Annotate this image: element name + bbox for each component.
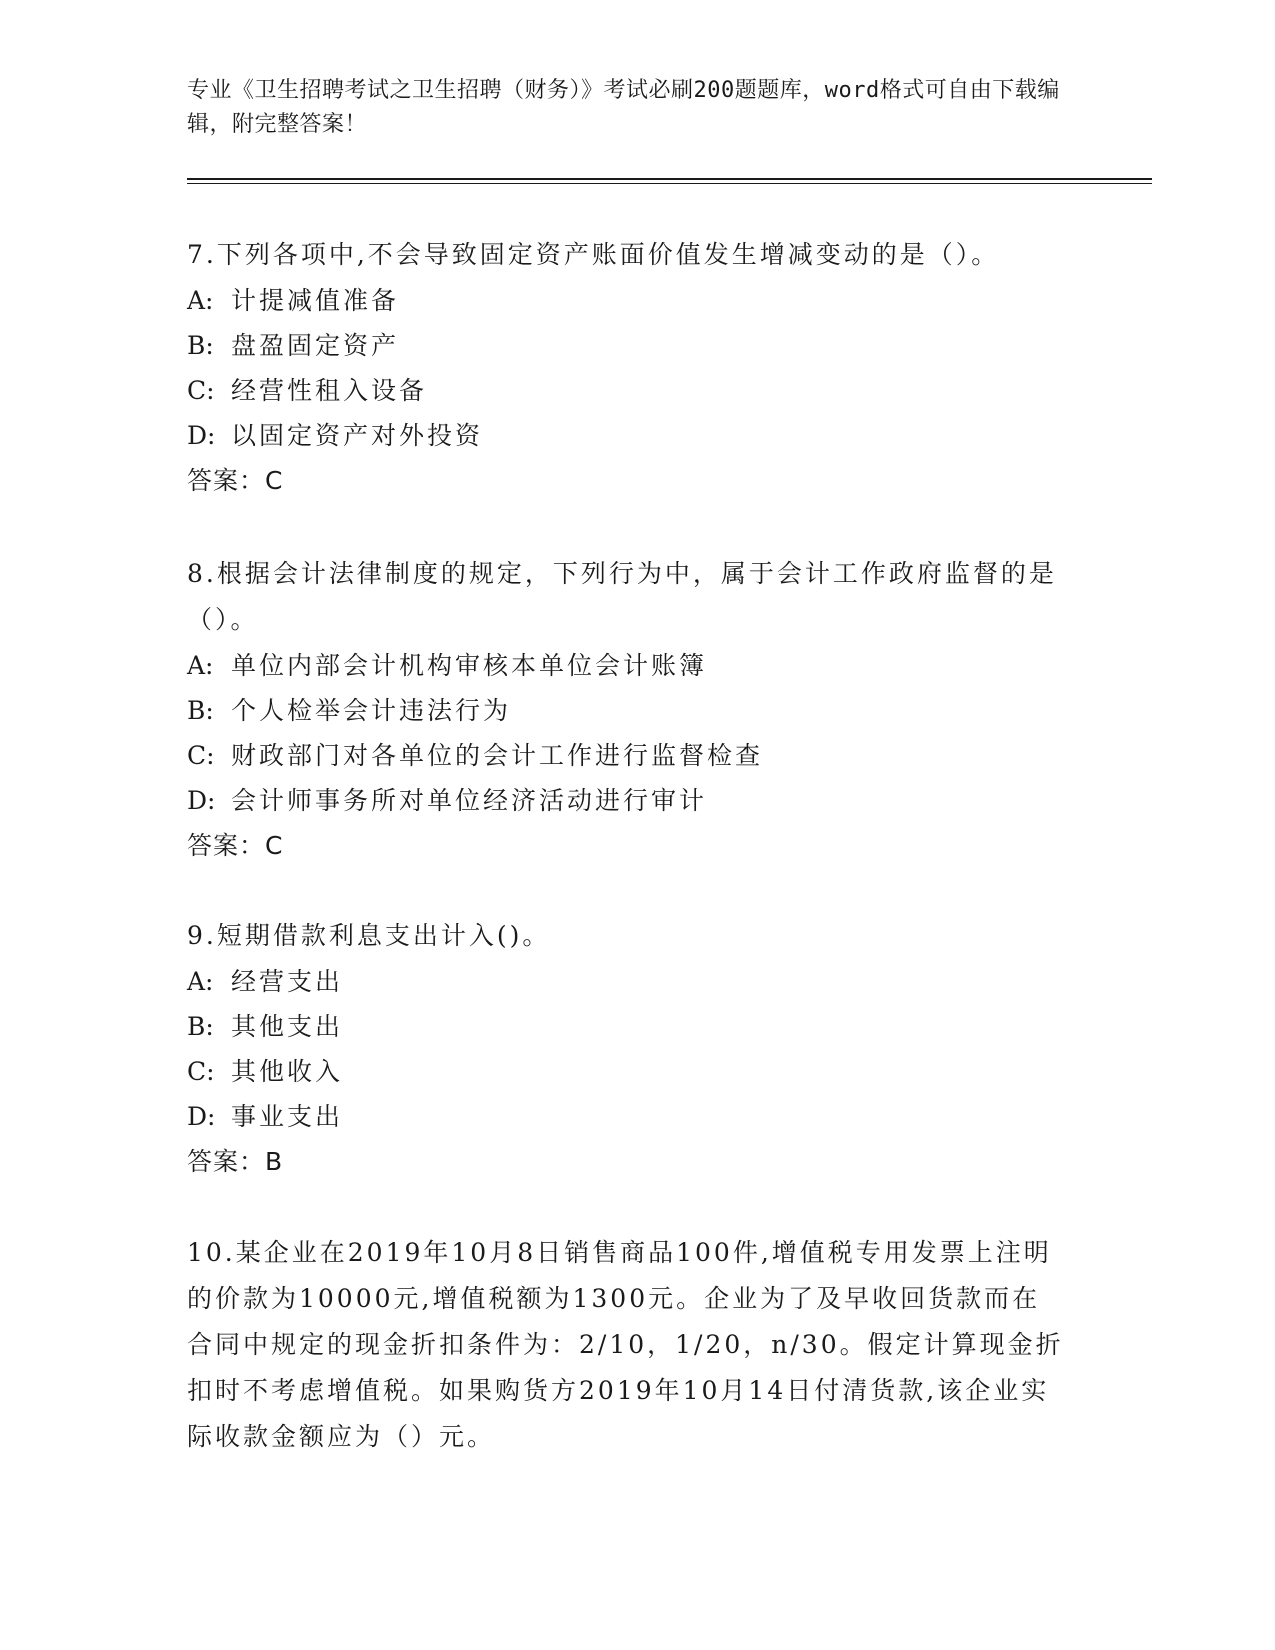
option-letter: C: xyxy=(187,741,215,770)
option-letter: B: xyxy=(187,696,214,725)
option-text: 经营支出 xyxy=(231,967,344,996)
option-text: 计提减值准备 xyxy=(231,286,400,315)
option-text: 个人检举会计违法行为 xyxy=(231,696,512,725)
document-header: 专业《卫生招聘考试之卫生招聘（财务）》考试必刷200题题库，word格式可自由下载编辑，附完整答案！ xyxy=(187,78,1060,137)
option-letter: D: xyxy=(187,1102,216,1131)
option-c xyxy=(187,1049,1067,1094)
answer-line: 答案：B xyxy=(187,1147,284,1176)
question-stem: 10.某企业在2019年10月8日销售商品100件,增值税专用发票上注明的价款为10000元,增值税额为1300元。企业为了及早收回货款而在合同中规定的现金折扣条件为：2/10，1/20，n/30。假定计算现金折扣时不考虑增值税。如果购货方2019年10月14日付清货款,该企业实际收款金额应为（）元。 xyxy=(187,1238,1064,1451)
option-text: 事业支出 xyxy=(231,1102,344,1131)
option-a xyxy=(187,959,1067,1004)
option-letter: C: xyxy=(187,1057,215,1086)
option-text: 会计师事务所对单位经济活动进行审计 xyxy=(231,786,708,815)
option-text: 以固定资产对外投资 xyxy=(231,421,484,450)
option-c xyxy=(187,368,1067,413)
question-9 xyxy=(187,913,1067,1185)
option-b xyxy=(187,688,1067,733)
option-letter: B: xyxy=(187,1012,214,1041)
option-d xyxy=(187,1094,1067,1139)
option-letter: A: xyxy=(187,651,214,680)
question-8 xyxy=(187,551,1067,869)
option-text: 财政部门对各单位的会计工作进行监督检查 xyxy=(231,741,764,770)
option-text: 其他收入 xyxy=(231,1057,344,1086)
option-b xyxy=(187,1004,1067,1049)
option-c xyxy=(187,733,1067,778)
option-text: 经营性租入设备 xyxy=(231,376,428,405)
header-divider-thin xyxy=(187,183,1152,184)
question-7 xyxy=(187,232,1067,504)
option-d xyxy=(187,778,1067,823)
option-a xyxy=(187,643,1067,688)
option-letter: A: xyxy=(187,286,214,315)
question-stem: 7.下列各项中,不会导致固定资产账面价值发生增减变动的是（）。 xyxy=(187,240,1000,269)
answer-line: 答案：C xyxy=(187,831,284,860)
option-letter: C: xyxy=(187,376,215,405)
answer-line: 答案：C xyxy=(187,466,284,495)
option-letter: A: xyxy=(187,967,214,996)
option-letter: D: xyxy=(187,786,216,815)
option-letter: B: xyxy=(187,331,214,360)
option-text: 盘盈固定资产 xyxy=(231,331,400,360)
question-10 xyxy=(187,1230,1067,1460)
option-letter: D: xyxy=(187,421,216,450)
option-text: 其他支出 xyxy=(231,1012,344,1041)
option-b xyxy=(187,323,1067,368)
question-stem: 9.短期借款利息支出计入()。 xyxy=(187,921,551,950)
header-divider-thick xyxy=(187,178,1152,180)
option-text: 单位内部会计机构审核本单位会计账簿 xyxy=(231,651,708,680)
option-a xyxy=(187,278,1067,323)
question-stem: 8.根据会计法律制度的规定，下列行为中，属于会计工作政府监督的是（）。 xyxy=(187,559,1057,634)
option-d xyxy=(187,413,1067,458)
